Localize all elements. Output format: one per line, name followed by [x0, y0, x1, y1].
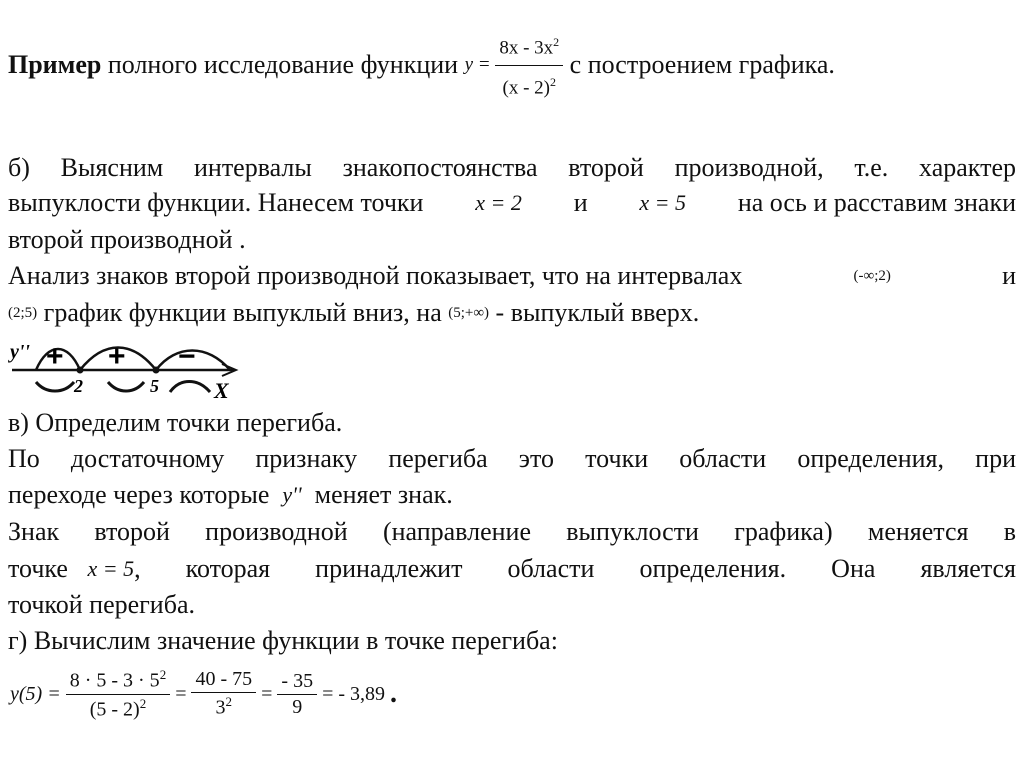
title-line	[8, 35, 835, 98]
p-g-dot: .	[390, 678, 398, 709]
title-tail: с построением графика.	[569, 50, 835, 79]
p-g-f3-num: - 35	[277, 670, 317, 695]
p-v-line6: точкой перегиба.	[8, 590, 195, 619]
p-v-l5b: , которая принадлежит области определения. Она является	[134, 554, 1016, 583]
analysis-line1	[8, 261, 1016, 291]
point-2-label: 2	[74, 376, 83, 396]
p-g-frac2	[191, 668, 256, 720]
analysis-l1a: Анализ знаков второй производной показывает, что на интервалах	[8, 261, 743, 290]
sign-plus-1: +	[46, 340, 64, 373]
p-b-l2a: выпуклости функции. Нанесем точки	[8, 188, 424, 217]
title-den: (x - 2)	[502, 76, 550, 98]
analysis-l2a: график функции выпуклый вниз, на	[43, 298, 442, 327]
p-v-line2: По достаточному признаку перегиба это точки области определения, при	[8, 444, 1016, 473]
point-5-label: 5	[150, 376, 159, 396]
analysis-int1: (-∞;2)	[853, 268, 891, 284]
p-b-line1: б) Выясним интервалы знакопостоянства второй производной, т.е. характер	[8, 153, 1016, 182]
sign-minus: −	[178, 340, 196, 373]
analysis-int3: (5;+∞)	[448, 305, 490, 321]
p-v-line1: в) Определим точки перегиба.	[8, 408, 343, 437]
p-g-f1-den-exp: 2	[139, 695, 147, 711]
analysis-int2: (2;5)	[8, 305, 38, 321]
analysis-line2	[8, 298, 699, 328]
analysis-l2b: - выпуклый вверх.	[495, 298, 700, 327]
convex-down-2	[108, 382, 144, 391]
p-g-frac1	[66, 667, 170, 721]
title-formula	[465, 27, 564, 103]
convex-up	[170, 382, 210, 393]
p-v-l5a: точке	[8, 554, 68, 583]
p-g-f3-den: 9	[292, 695, 303, 718]
p-g-f1-den: (5 - 2)	[89, 698, 140, 721]
p-g-frac3	[277, 670, 317, 719]
point-5	[153, 367, 160, 374]
analysis-and: и	[1002, 261, 1016, 290]
title-bold: Пример	[8, 50, 102, 79]
p-g-lhs: y(5) =	[10, 682, 61, 705]
title-lhs: y =	[464, 54, 491, 75]
p-g-f2-den: 3	[215, 696, 226, 719]
p-v-line3	[8, 480, 453, 510]
p-b-line2	[8, 188, 1016, 218]
p-b-line3: второй производной .	[8, 225, 246, 254]
p-g-line1: г) Вычислим значение функции в точке перегиба:	[8, 626, 558, 655]
p-g-eq2: =	[261, 682, 273, 705]
title-fraction	[495, 27, 563, 103]
p-v-l3a: переходе через которые	[8, 480, 270, 509]
axis-label: X	[214, 378, 229, 400]
p-g-formula	[10, 664, 397, 724]
p-g-result: = - 3,89	[322, 682, 386, 705]
p-b-and: и	[573, 188, 588, 217]
p-b-l2b: на ось и расставим знаки	[737, 188, 1016, 217]
p-v-x5: x = 5	[87, 556, 135, 581]
p-v-y2: y''	[282, 482, 302, 507]
p-g-f1-num: 8 · 5 - 3 · 5	[69, 669, 160, 692]
point-2	[77, 367, 84, 374]
p-g-f2-num: 40 - 75	[191, 668, 256, 693]
p-v-l3b: меняет знак.	[314, 480, 453, 509]
p-v-line5	[8, 554, 1016, 584]
p-g-f2-den-exp: 2	[225, 694, 233, 710]
p-b-x2: x = 2	[475, 190, 522, 215]
sign-diagram-label: y''	[10, 341, 30, 363]
convex-down-1	[36, 382, 74, 391]
title-num-exp: 2	[553, 35, 560, 50]
title-den-exp: 2	[550, 74, 556, 89]
sign-plus-2: +	[108, 340, 126, 373]
title-num: 8x - 3x	[499, 37, 554, 59]
title-text: полного исследование функции	[107, 50, 459, 79]
p-g-eq1: =	[175, 682, 187, 705]
p-g-f1-num-exp: 2	[159, 666, 167, 682]
sign-diagram	[8, 336, 248, 400]
p-b-x5: x = 5	[639, 190, 687, 215]
p-v-line4: Знак второй производной (направление выпуклости графика) меняется в	[8, 517, 1016, 546]
